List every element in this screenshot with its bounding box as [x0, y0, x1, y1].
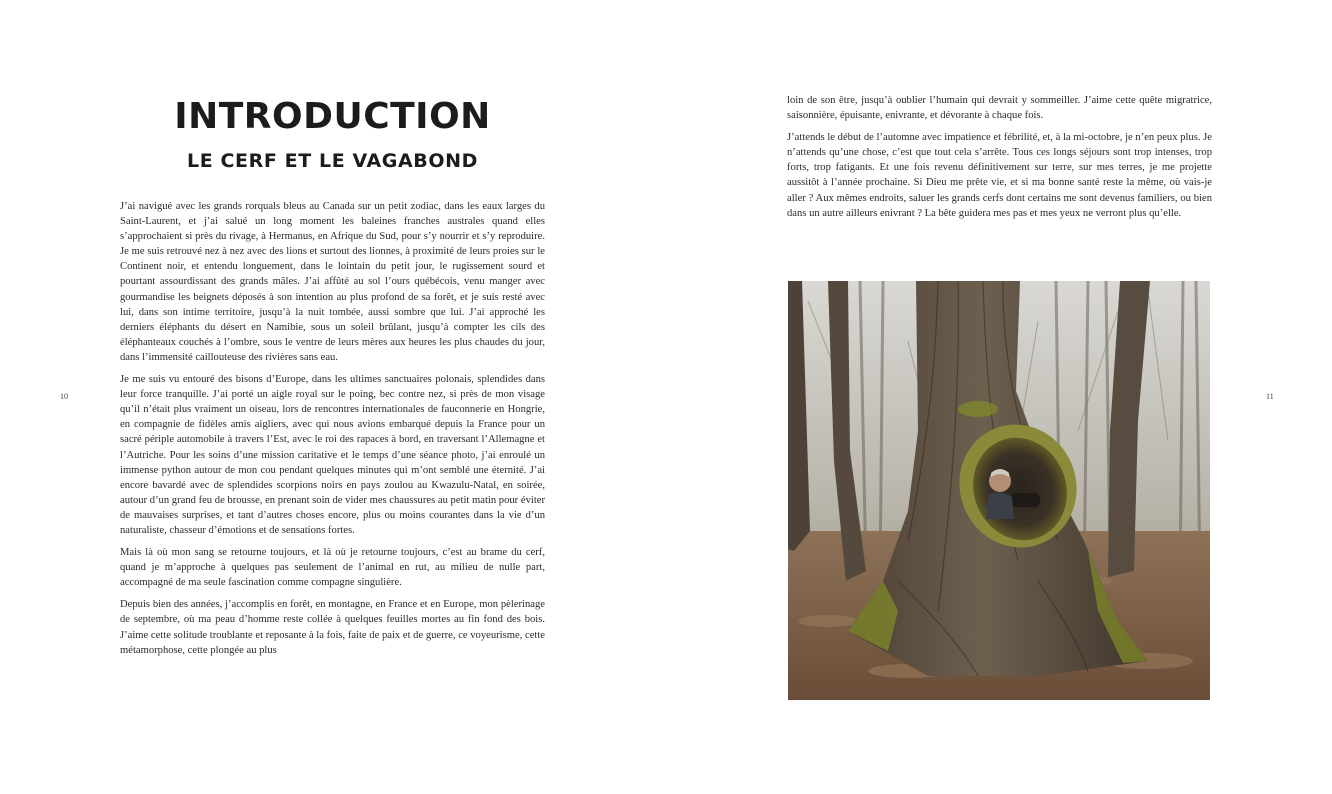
page-subtitle: LE CERF ET LE VAGABOND: [186, 150, 479, 172]
photo-illustration: [788, 281, 1210, 700]
right-text-column: [787, 93, 1212, 228]
right-page: [666, 0, 1332, 794]
page-number-left: 10: [60, 392, 68, 401]
paragraph: loin de son être, jusqu’à oublier l’humain qui devrait y sommeiller. J’aime cette quête migratrice, saisonnière, épuisante, enivrante, et dévorante à chaque fois.: [787, 95, 1212, 122]
paragraph: J’ai navigué avec les grands rorquals bleus au Canada sur un petit zodiac, dans les eaux larges du Saint-Laurent, et j’ai salué un long moment les baleines franches australes quand elles s’approchaient si près du rivage, à Hermanus, en Afrique du Sud, pour s’y nourrir et s’y reproduire. Je me suis retrouvé nez à nez avec des lions et surtout des lionnes, à proximité de leurs proies sur le Continent noir, et entendu longuement, dans le lointain du petit jour, le rugissement sourd et pourtant assourdissant des grands mâles. J’ai affûté au sol l’ours québécois, venu manger avec gourmandise les beignets déposés à son intention au plus profond de sa forêt, et je suis resté avec lui, dans son intime territoire, jusqu’à la nuit tombée, aussi sombre que lui. J’ai approché les derniers éléphants du désert en Namibie, sous un soleil brûlant, jusqu’à compter les cils des éléphanteaux couchés à l’ombre, sous le ventre de leurs mères aux heures les plus chaudes du jour, dans l’immensité caillouteuse des rivières sans eau.: [120, 201, 545, 363]
page-title: INTRODUCTION: [174, 96, 491, 137]
paragraph: Je me suis vu entouré des bisons d’Europe, dans les ultimes sanctuaires polonais, splendides dans leur force tranquille. J’ai porté un aigle royal sur le poing, bec contre nez, si près de mon visage qu’il n’était plus vraiment un oiseau, lors de rencontres internationales de fauconnerie en Hongrie, en compagnie de fidèles amis aigliers, avec qui nous avions embarqué depuis la France pour un sacré périple automobile à travers l’Est, avec le roi des rapaces à bord, en traversant l’Allemagne et l’Autriche. Pour les soins d’une mission caritative et le temps d’une séance photo, j’ai enroulé un immense python autour de mon cou pendant quelques minutes qui m’ont semblé une éternité. J’ai encore bavardé avec de splendides scorpions noirs en pays zoulou au Kwazulu-Natal, en soirée, autour d’un grand feu de brousse, en prenant soin de vider mes chaussures au petit matin pour éviter de mauvaises surprises, et tant d’autres choses encore, plus ou moins courantes dans la vie d’un naturaliste, chasseur d’émotions et de sensations fortes.: [120, 374, 545, 536]
paragraph: Depuis bien des années, j’accomplis en forêt, en montagne, en France et en Europe, mon pèlerinage de septembre, où ma peau d’homme reste collée à quelques feuilles mortes au fin fond des bois. J’aime cette solitude troublante et reposante à la fois, faite de paix et de guerre, ce voyeurisme, cette métamorphose, cette plongée au plus: [120, 599, 545, 656]
page-number-right: 11: [1266, 392, 1274, 401]
paragraph: Mais là où mon sang se retourne toujours, et là où je retourne toujours, c’est au brame du cerf, quand je m’approche à quelques pas seulement de l’animal en rut, au milieu de nulle part, accompagné de ma seule fascination comme compagne singulière.: [120, 547, 545, 589]
left-text-column: [120, 199, 545, 665]
paragraph: J’attends le début de l’automne avec impatience et fébrilité, et, à la mi-octobre, je n’en peux plus. Je n’attends qu’une chose, c’est que tout cela s’arrête. Tous ces longs séjours sont trop intenses, trop forts, trop fatigants. Et une fois revenu définitivement sur terre, sur mes terres, je me projette aussitôt à l’année prochaine. Si Dieu me prête vie, et si ma bonne santé reste la même, où vais-je aller ? Aux mêmes endroits, saluer les grands cerfs dont certains me sont devenus familiers, ou bien dans un autre ailleurs enivrant ? La bête guidera mes pas et mes yeux ne verront plus qu’elle.: [787, 132, 1212, 219]
forest-tree-photo: [788, 281, 1210, 700]
